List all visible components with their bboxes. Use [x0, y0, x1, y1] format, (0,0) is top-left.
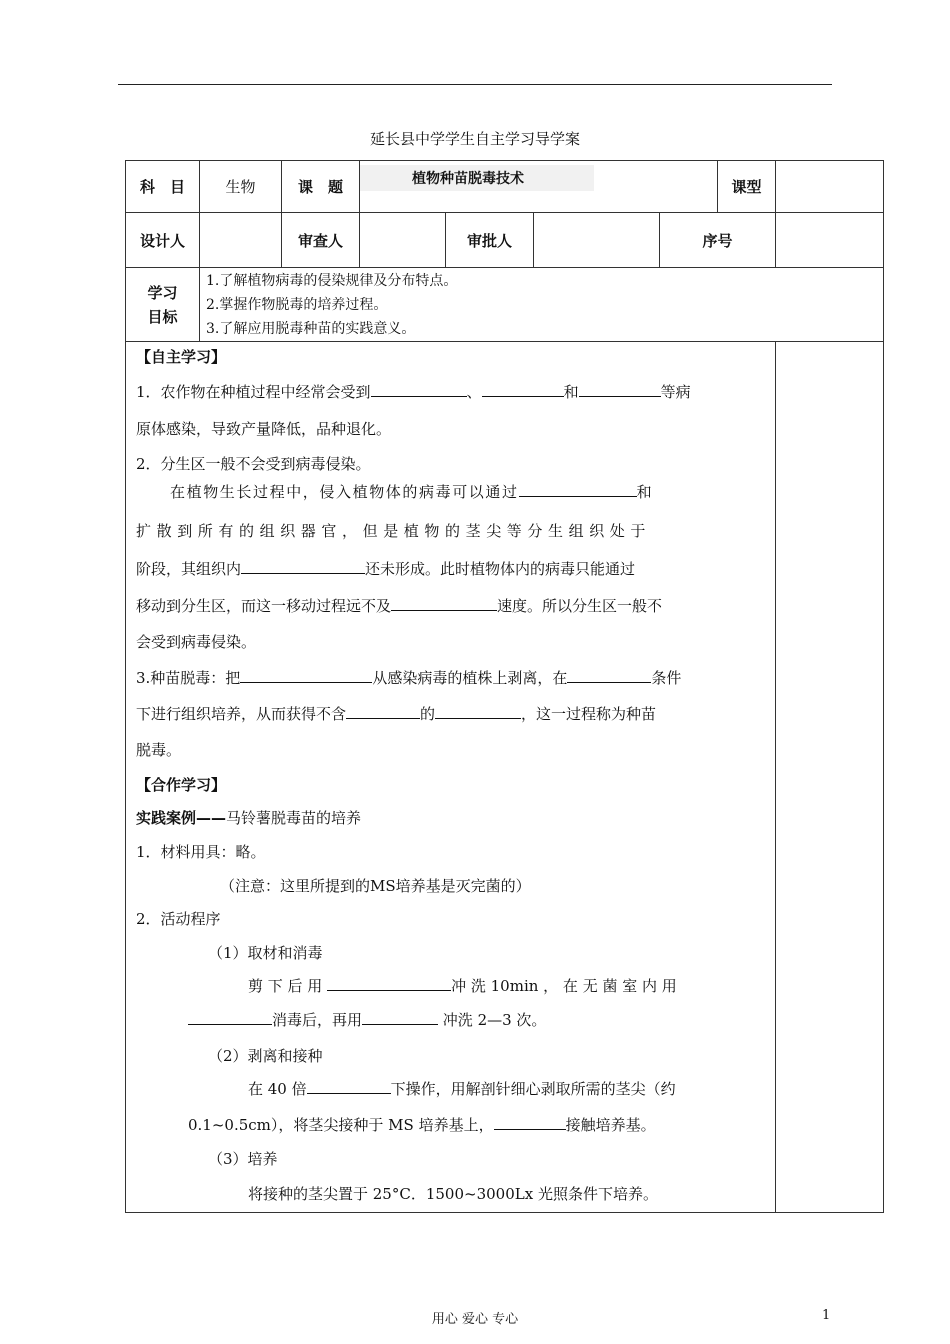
- side-cell: [776, 342, 884, 1213]
- designer-value: [200, 213, 282, 268]
- materials-line: 1．材料用具：略。: [136, 843, 266, 861]
- blank-field[interactable]: [494, 1114, 566, 1130]
- q2-line-c: 阶段，其组织内 还未形成。此时植物体内的病毒只能通过: [136, 560, 636, 578]
- approver-value: [534, 213, 660, 268]
- note-line: （注意：这里所提到的MS培养基是灭完菌的）: [220, 877, 531, 895]
- step1-line-b: 消毒后，再用 冲洗 2—3 次。: [188, 1009, 546, 1030]
- q3-line-c: 脱毒。: [136, 741, 182, 759]
- step3-title: （3）培养: [208, 1150, 278, 1168]
- subject-value: 生物: [200, 161, 282, 213]
- header-rule: [118, 84, 832, 85]
- goals-label: 学习 目标: [126, 268, 200, 342]
- blank-field[interactable]: [188, 1009, 272, 1025]
- blank-field[interactable]: [327, 975, 451, 991]
- blank-field[interactable]: [567, 667, 651, 683]
- step1-title: （1）取材和消毒: [208, 944, 323, 962]
- blank-field[interactable]: [371, 381, 467, 397]
- q2-title: 2．分生区一般不会受到病毒侵染。: [136, 455, 371, 473]
- type-value: [776, 161, 884, 213]
- reviewer-label: 审查人: [282, 213, 360, 268]
- blank-field[interactable]: [362, 1009, 438, 1025]
- q3-line-b: 下进行组织培养，从而获得不含 的 ，这一过程称为种苗: [136, 705, 657, 723]
- step1-line-a: 剪 下 后 用 冲 洗 10min ， 在 无 菌 室 内 用: [248, 977, 677, 995]
- q2-line-e: 会受到病毒侵染。: [136, 633, 257, 651]
- page-number: 1: [822, 1308, 831, 1323]
- q1-line: 1．农作物在种植过程中经常会受到 、 和 等病: [136, 383, 691, 401]
- type-label: 课型: [718, 161, 776, 213]
- step2-title: （2）剥离和接种: [208, 1047, 323, 1065]
- blank-field[interactable]: [241, 558, 365, 574]
- step3-line: 将接种的茎尖置于 25°C．1500~3000Lx 光照条件下培养。: [248, 1185, 658, 1203]
- seq-value: [776, 213, 884, 268]
- topic-cell: [360, 161, 718, 213]
- q1-cont: 原体感染，导致产量降低，品种退化。: [136, 420, 392, 438]
- subject-label: 科 目: [126, 161, 200, 213]
- step2-line-a: 在 40 倍 下操作，用解剖针细心剥取所需的茎尖（约: [248, 1080, 676, 1098]
- approver-label: 审批人: [446, 213, 534, 268]
- blank-field[interactable]: [307, 1078, 391, 1094]
- topic-value: 植物种苗脱毒技术: [360, 165, 594, 191]
- blank-field[interactable]: [519, 481, 637, 497]
- blank-field[interactable]: [482, 381, 564, 397]
- seq-label: 序号: [660, 213, 776, 268]
- doc-title: 延长县中学学生自主学习导学案: [369, 130, 580, 148]
- goal-item: 3.了解应用脱毒种苗的实践意义。: [206, 320, 416, 337]
- self-study-heading: 【自主学习】: [136, 348, 227, 366]
- q3-line-a: 3.种苗脱毒：把 从感染病毒的植株上剥离，在 条件: [136, 669, 682, 687]
- goals-list: [200, 268, 884, 342]
- blank-field[interactable]: [240, 667, 372, 683]
- case-line: 实践案例——马铃薯脱毒苗的培养: [136, 809, 362, 827]
- q2-line-b: 扩散到所有的组织器官，但是植物的茎尖等分生组织处于: [136, 522, 652, 540]
- q2-line-d: 移动到分生区，而这一移动过程远不及 速度。所以分生区一般不: [136, 597, 663, 615]
- blank-field[interactable]: [391, 595, 497, 611]
- blank-field[interactable]: [435, 703, 521, 719]
- topic-label: 课 题: [282, 161, 360, 213]
- blank-field[interactable]: [346, 703, 420, 719]
- designer-label: 设计人: [126, 213, 200, 268]
- q2-line-a: 在植物生长过程中，侵入植物体的病毒可以通过 和: [170, 483, 652, 501]
- footer-text: 用心 爱心 专心: [431, 1312, 519, 1327]
- goal-item: 2.掌握作物脱毒的培养过程。: [206, 296, 388, 313]
- goal-item: 1.了解植物病毒的侵染规律及分布特点。: [206, 272, 458, 289]
- coop-heading: 【合作学习】: [136, 776, 227, 794]
- blank-field[interactable]: [579, 381, 661, 397]
- reviewer-value: [360, 213, 446, 268]
- step2-line-b: 0.1~0.5cm），将茎尖接种于 MS 培养基上， 接触培养基。: [188, 1116, 656, 1134]
- procedure-line: 2．活动程序: [136, 910, 221, 928]
